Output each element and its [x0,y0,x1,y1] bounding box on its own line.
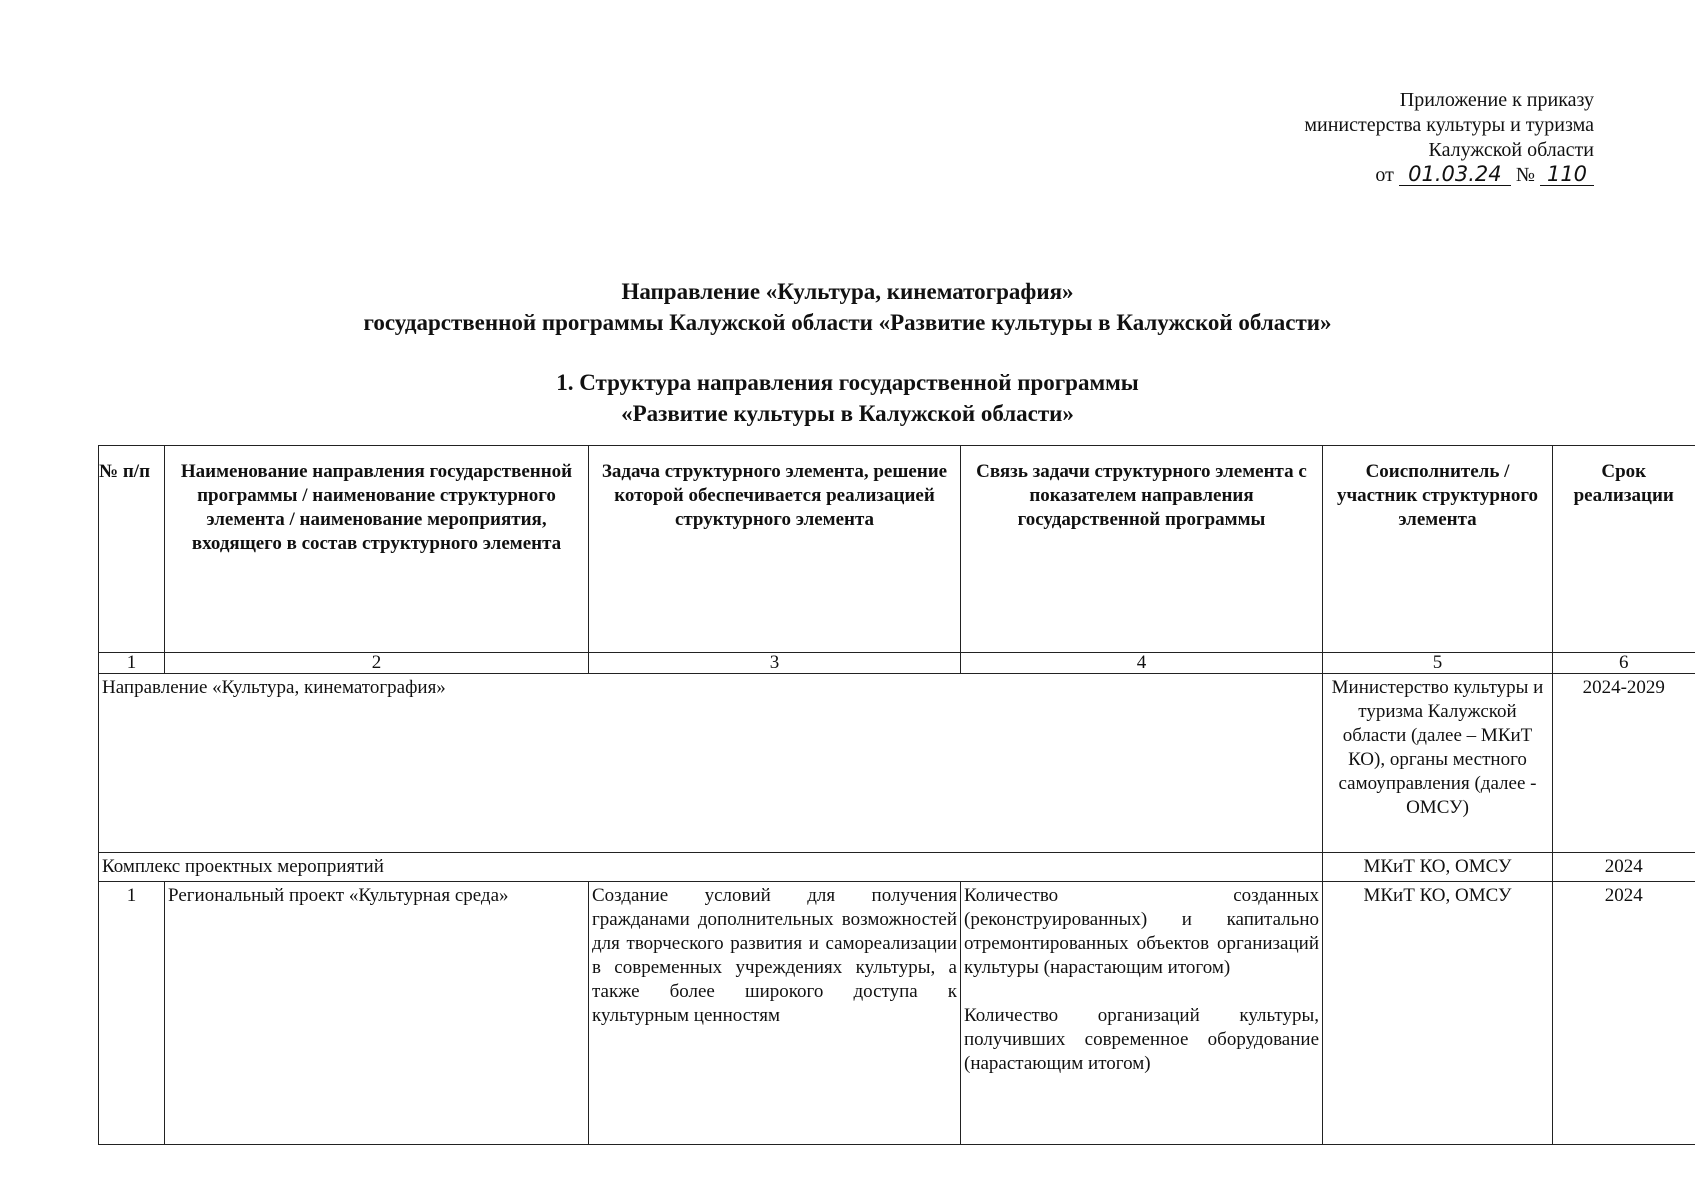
project-task: Создание условий для получения гражданами дополнительных возможностей для творческого развития и самореализации в современных учреждениях культуры, а также более широкого доступа к культурным ценностям [589,882,961,1145]
section-title [0,367,1695,429]
appendix-line1: Приложение к приказу [1399,89,1594,111]
section-title-line1: 1. Структура направления государственной программы [556,370,1139,395]
from-label: от [1375,164,1394,186]
number-label: № [1515,164,1535,186]
order-number: 110 [1540,163,1594,186]
project-indicators [961,882,1323,1145]
header-cell: Связь задачи структурного элемента с показателем направления государственной программы [961,446,1323,653]
header-cell: Наименование направления государственной программы / наименование структурного элемента / наименование мероприятия, входящего в состав структурного элемента [165,446,589,653]
project-name: Региональный проект «Культурная среда» [165,882,589,1145]
indicator-spacer [964,980,1319,1004]
project-executor: МКиТ КО, ОМСУ [1323,882,1553,1145]
direction-name: Направление «Культура, кинематография» [99,674,1323,853]
direction-title-line1: Направление «Культура, кинематография» [621,279,1074,304]
table-row [99,853,1695,882]
direction-period: 2024-2029 [1553,674,1695,853]
header-cell: Срок реализации [1553,446,1695,653]
direction-executor: Министерство культуры и туризма Калужской области (далее – МКиТ КО), органы местного самоуправления (далее - ОМСУ) [1323,674,1553,853]
project-number: 1 [99,882,165,1145]
header-cell: Задача структурного элемента, решение которой обеспечивается реализацией структурного элемента [589,446,961,653]
indicator-text: Количество созданных (реконструированных) и капитально отремонтированных объектов организаций культуры (нарастающим итогом) [964,885,1319,978]
table-row [99,674,1695,853]
column-number: 4 [961,653,1323,674]
project-period: 2024 [1553,882,1695,1145]
direction-title-line2: государственной программы Калужской области «Развитие культуры в Калужской области» [363,310,1332,335]
column-number: 2 [165,653,589,674]
column-number-row [99,653,1695,674]
column-number: 5 [1323,653,1553,674]
column-number: 3 [589,653,961,674]
complex-name: Комплекс проектных мероприятий [99,853,1323,882]
table-row [99,882,1695,1145]
section-title-line2: «Развитие культуры в Калужской области» [621,401,1074,426]
structure-table [98,445,1695,1145]
appendix-line3: Калужской области [1428,139,1594,161]
column-number: 1 [99,653,165,674]
column-number: 6 [1553,653,1695,674]
complex-period: 2024 [1553,853,1695,882]
direction-title [0,276,1695,338]
appendix-block [1100,88,1594,188]
appendix-line2: министерства культуры и туризма [1304,114,1594,136]
complex-executor: МКиТ КО, ОМСУ [1323,853,1553,882]
order-date: 01.03.24 [1399,163,1511,186]
header-cell: № п/п [99,446,165,653]
header-row [99,446,1695,653]
header-cell: Соисполнитель / участник структурного элемента [1323,446,1553,653]
appendix-date-line [1100,163,1594,188]
indicator-text: Количество организаций культуры, получивших современное оборудование (нарастающим итогом) [964,1005,1319,1074]
